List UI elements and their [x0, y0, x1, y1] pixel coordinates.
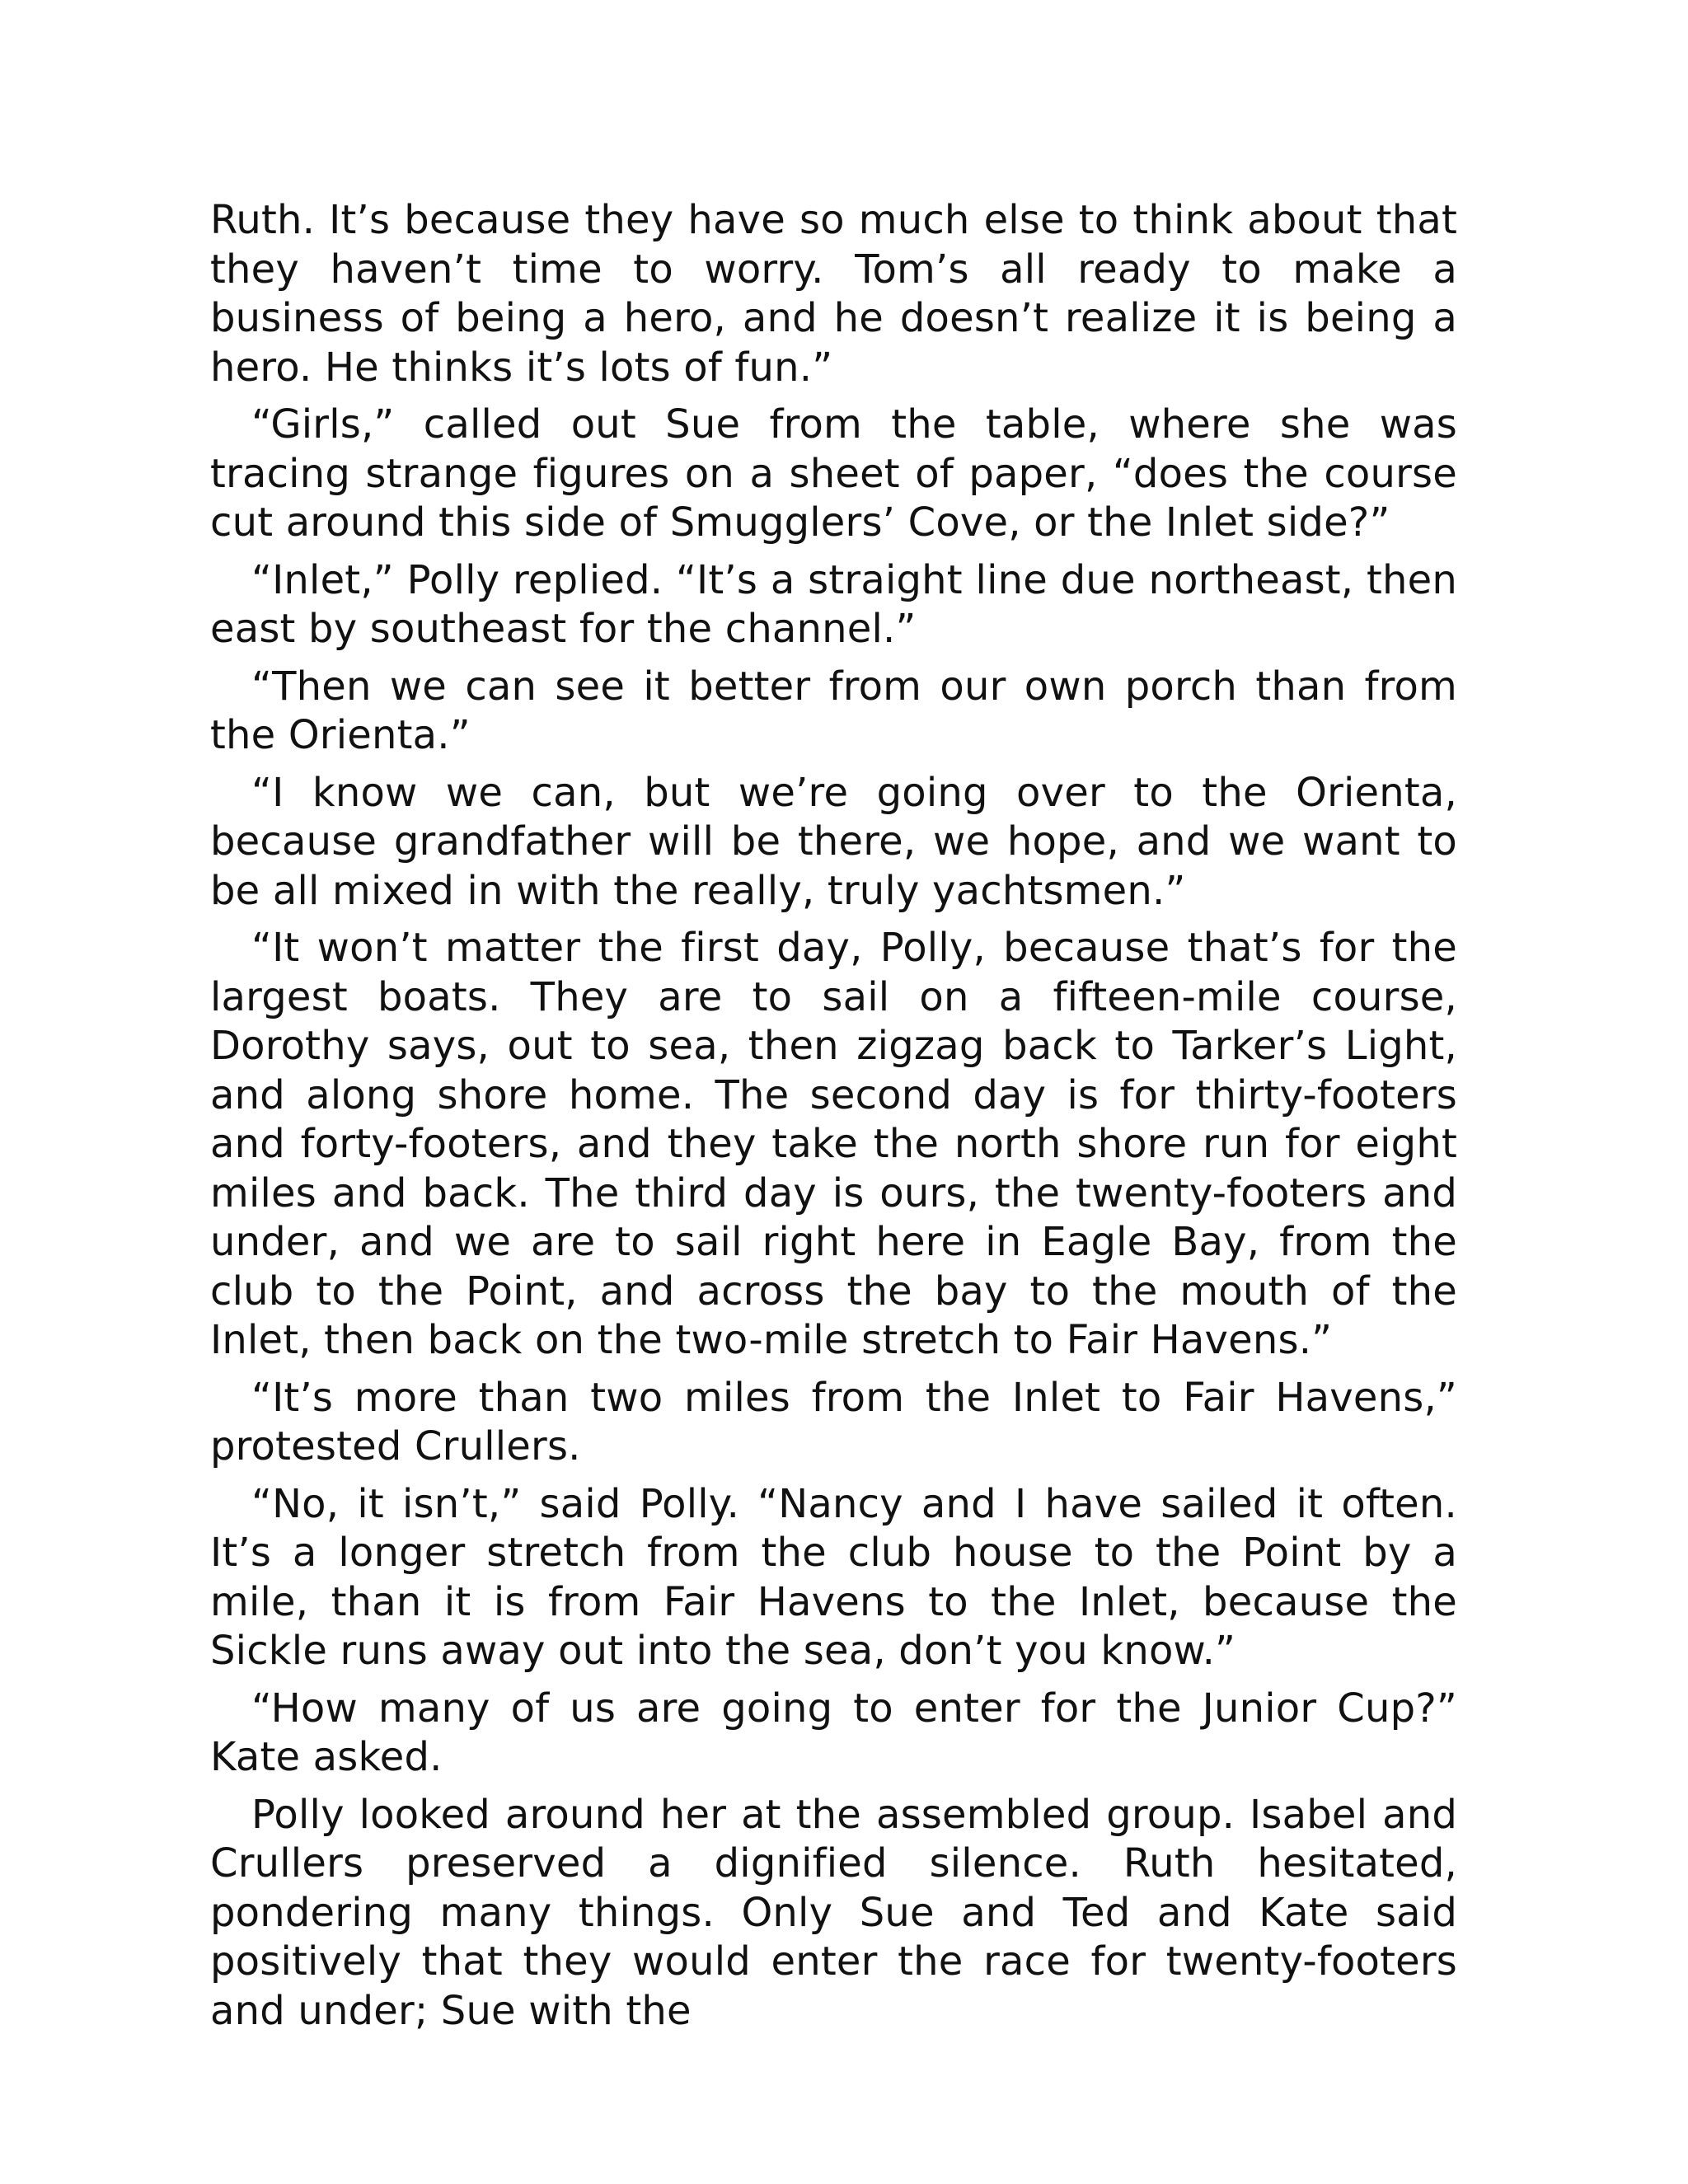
paragraph-10: Polly looked around her at the assembled group. Isabel and Crullers preserved a dignified silence. Ruth hesitated, pondering many things. Only Sue and Ted and Kate said positively that they would enter the race for twenty-footers and under; Sue with the [210, 1791, 1457, 2034]
paragraph-2: “Girls,” called out Sue from the table, where she was tracing strange figures on a sheet of paper, “does the course cut around this side of Smugglers’ Cove, or the Inlet side?” [210, 401, 1457, 546]
paragraph-4: “Then we can see it better from our own porch than from the Orienta.” [210, 663, 1457, 758]
paragraph-6: “It won’t matter the first day, Polly, because that’s for the largest boats. They are to sail on a fifteen-mile course, Dorothy says, out to sea, then zigzag back to Tarker’s Light, and along shore home. The second day is for thirty-footers and forty-footers, and they take the north shore run for eight miles and back. The third day is ours, the twenty-footers and under, and we are to sail right here in Eagle Bay, from the club to the Point, and across the bay to the mouth of the Inlet, then back on the two-mile stretch to Fair Havens.” [210, 925, 1457, 1363]
page-body [210, 196, 1457, 2044]
paragraph-9: “How many of us are going to enter for the Junior Cup?” Kate asked. [210, 1685, 1457, 1780]
paragraph-8: “No, it isn’t,” said Polly. “Nancy and I have sailed it often. It’s a longer stretch from the club house to the Point by a mile, than it is from Fair Havens to the Inlet, because the Sickle runs away out into the sea, don’t you know.” [210, 1480, 1457, 1674]
paragraph-7: “It’s more than two miles from the Inlet to Fair Havens,” protested Crullers. [210, 1374, 1457, 1469]
paragraph-3: “Inlet,” Polly replied. “It’s a straight line due northeast, then east by southeast for the channel.” [210, 556, 1457, 652]
paragraph-1: Ruth. It’s because they have so much else to think about that they haven’t time to worry. Tom’s all ready to make a business of being a hero, and he doesn’t realize it is being a hero. He thinks it’s lots of fun.” [210, 197, 1457, 391]
paragraph-5: “I know we can, but we’re going over to the Orienta, because grandfather will be there, we hope, and we want to be all mixed in with the really, truly yachtsmen.” [210, 769, 1457, 914]
